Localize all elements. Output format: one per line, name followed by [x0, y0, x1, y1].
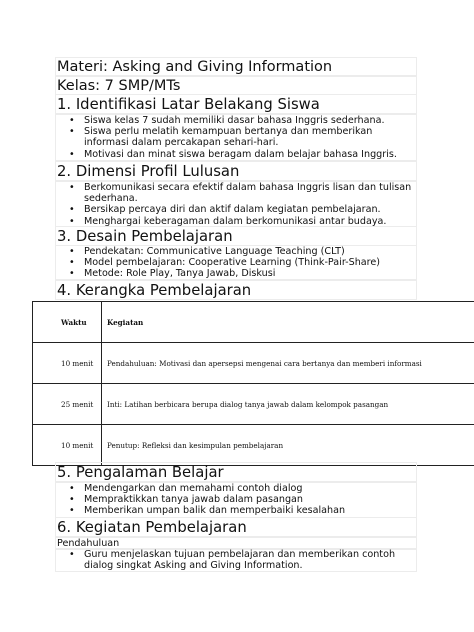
list-item-text: Pendekatan: Communicative Language Teaching (CLT)	[84, 246, 345, 257]
bullet-icon: •	[69, 182, 75, 193]
section-3-heading: 3. Desain Pembelajaran	[55, 226, 417, 246]
list-item	[56, 257, 416, 268]
section-1-list-box	[55, 114, 417, 161]
list-item-text: Guru menjelaskan tujuan pembelajaran dan memberikan contoh dialog singkat Asking and Giving Information.	[84, 549, 396, 572]
bullet-icon: •	[69, 215, 75, 227]
section-5-list-box	[55, 482, 417, 518]
bullet-icon: •	[69, 549, 75, 560]
section-1-heading: 1. Identifikasi Latar Belakang Siswa	[55, 94, 417, 114]
list-item	[56, 505, 416, 516]
table-cell-time: 25 menit	[33, 384, 102, 425]
table-header-row	[33, 302, 474, 343]
list-item-text: Mendengarkan dan memahami contoh dialog	[84, 483, 303, 494]
table-row	[33, 384, 474, 425]
section-5-list	[56, 483, 416, 517]
section-6-subheading: Pendahuluan	[55, 537, 417, 550]
bullet-icon: •	[69, 505, 75, 517]
section-2-list-box	[55, 181, 417, 227]
list-item-text: Motivasi dan minat siswa beragam dalam belajar bahasa Inggris.	[84, 148, 397, 160]
table-cell-activity: Pendahuluan: Motivasi dan apersepsi mengenai cara bertanya dan memberi informasi	[102, 343, 474, 384]
list-item-text: Bersikap percaya diri dan aktif dalam kegiatan pembelajaran.	[84, 204, 381, 216]
table-cell-activity: Penutup: Refleksi dan kesimpulan pembelajaran	[102, 425, 474, 466]
table-header-kegiatan: Kegiatan	[102, 302, 474, 343]
bullet-icon: •	[69, 148, 75, 160]
list-item-text: Model pembelajaran: Cooperative Learning (Think-Pair-Share)	[84, 257, 381, 269]
list-item	[56, 126, 416, 148]
list-item	[56, 268, 416, 279]
bullet-icon: •	[69, 268, 75, 280]
bullet-icon: •	[69, 204, 75, 216]
list-item-text: Memberikan umpan balik dan memperbaiki kesalahan	[84, 505, 346, 517]
section-6-heading: 6. Kegiatan Pembelajaran	[55, 517, 417, 537]
list-item-text: Siswa kelas 7 sudah memiliki dasar bahasa Inggris sederhana.	[84, 115, 385, 126]
class-label: Kelas: 7 SMP/MTs	[55, 76, 417, 95]
table-row	[33, 425, 474, 466]
bullet-icon: •	[69, 246, 75, 257]
section-3-list	[56, 246, 416, 280]
section-4-heading: 4. Kerangka Pembelajaran	[55, 280, 417, 300]
section-6-list	[56, 549, 416, 571]
section-1-list	[56, 115, 416, 160]
list-item	[56, 149, 416, 160]
lesson-framework-table	[32, 301, 474, 466]
list-item-text: Menghargai keberagaman dalam berkomunikasi antar budaya.	[84, 215, 387, 227]
list-item	[56, 115, 416, 126]
section-5-heading: 5. Pengalaman Belajar	[55, 462, 417, 482]
table-cell-activity: Inti: Latihan berbicara berupa dialog tanya jawab dalam kelompok pasangan	[102, 384, 474, 425]
table-row	[33, 343, 474, 384]
list-item	[56, 483, 416, 494]
section-6-list-box	[55, 548, 417, 572]
list-item	[56, 246, 416, 257]
list-item-text: Siswa perlu melatih kemampuan bertanya dan memberikan informasi dalam percakapan sehari-hari.	[84, 126, 373, 149]
section-3-list-box	[55, 245, 417, 280]
document-title: Materi: Asking and Giving Information	[55, 57, 417, 76]
list-item-text: Metode: Role Play, Tanya Jawab, Diskusi	[84, 268, 276, 280]
list-item-text: Mempraktikkan tanya jawab dalam pasangan	[84, 494, 303, 506]
table-cell-time: 10 menit	[33, 425, 102, 466]
bullet-icon: •	[69, 494, 75, 506]
list-item	[56, 182, 416, 204]
bullet-icon: •	[69, 126, 75, 138]
list-item	[56, 204, 416, 215]
bullet-icon: •	[69, 483, 75, 494]
bullet-icon: •	[69, 257, 75, 269]
table-cell-time: 10 menit	[33, 343, 102, 384]
section-2-heading: 2. Dimensi Profil Lulusan	[55, 161, 417, 181]
list-item	[56, 494, 416, 505]
bullet-icon: •	[69, 115, 75, 126]
section-2-list	[56, 182, 416, 227]
table-header-waktu: Waktu	[33, 302, 102, 343]
list-item	[56, 549, 416, 571]
list-item-text: Berkomunikasi secara efektif dalam bahasa Inggris lisan dan tulisan sederhana.	[84, 182, 412, 205]
